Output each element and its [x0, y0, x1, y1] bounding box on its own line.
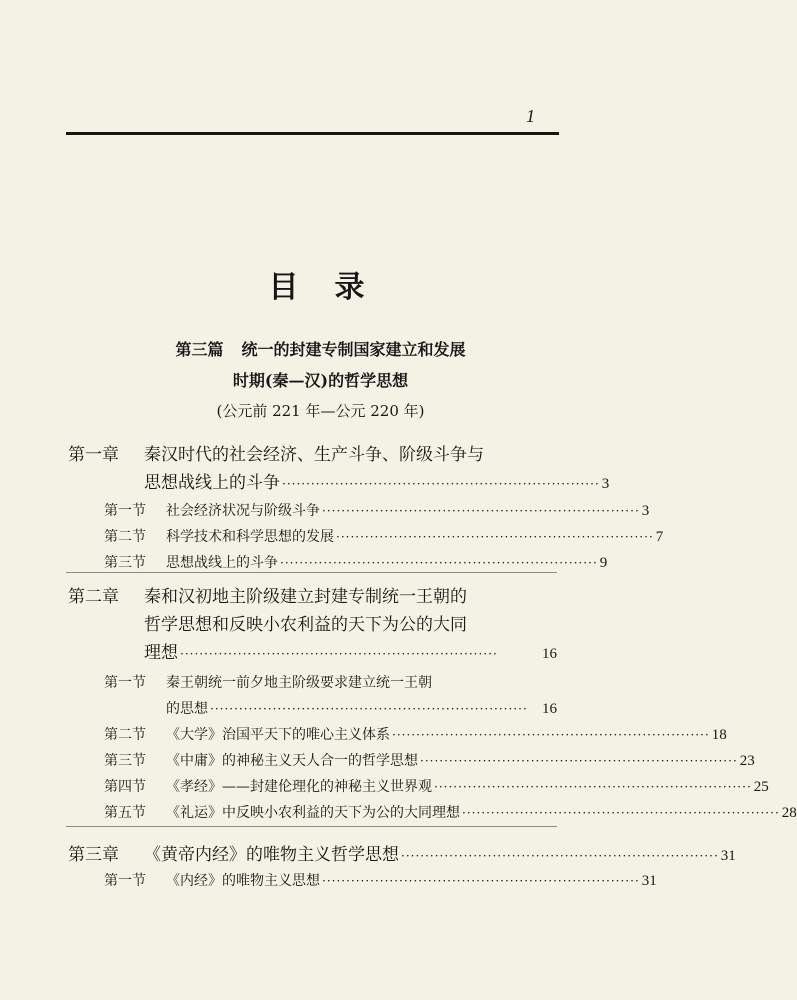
page-ref: 3 — [641, 503, 650, 519]
section-entry[interactable] — [104, 552, 608, 572]
page-ref: 31 — [641, 873, 657, 889]
leader-dots: ·································································· — [282, 477, 600, 491]
leader-dots: ·································································· — [180, 647, 498, 661]
section-title-cont: 的思想 — [166, 701, 208, 717]
page-ref: 16 — [542, 646, 557, 662]
leader-dots: ·································································· — [401, 849, 719, 863]
chapter-title-cont: 思想战线上的斗争 — [144, 473, 280, 493]
section-label: 第四节 — [104, 779, 146, 795]
leader-dots: ·································································· — [336, 530, 654, 544]
section-title: 《内经》的唯物主义思想 — [166, 873, 320, 889]
section-title: 思想战线上的斗争 — [166, 555, 278, 571]
chapter-label: 第三章 — [68, 845, 119, 865]
section-label: 第一节 — [104, 675, 146, 691]
leader-dots: ·································································· — [210, 702, 528, 716]
section-label: 第一节 — [104, 873, 146, 889]
chapter-title: 《黄帝内经》的唯物主义哲学思想 — [144, 845, 399, 865]
part-label: 第三篇 — [175, 340, 224, 359]
leader-dots: ·································································· — [280, 556, 598, 570]
section-title: 科学技术和科学思想的发展 — [166, 529, 334, 545]
section-label: 第五节 — [104, 805, 146, 821]
chapter-title: 秦汉时代的社会经济、生产斗争、阶级斗争与 — [144, 445, 484, 465]
section-title: 社会经济状况与阶级斗争 — [166, 503, 320, 519]
part-title-line1: 统一的封建专制国家建立和发展 — [241, 340, 466, 359]
section-entry[interactable] — [104, 870, 657, 890]
page-ref: 23 — [739, 753, 755, 769]
chapter-label: 第一章 — [68, 445, 119, 465]
leader-dots: ·································································· — [392, 728, 710, 742]
section-label: 第三节 — [104, 555, 146, 571]
section-entry[interactable] — [104, 724, 727, 744]
page-ref: 9 — [599, 555, 608, 571]
part-title-line2: 时期(秦—汉)的哲学思想 — [232, 371, 409, 390]
toc-title: 目录 — [268, 270, 401, 305]
leader-dots: ·································································· — [462, 806, 780, 820]
section-title: 《中庸》的神秘主义天人合一的哲学思想 — [166, 753, 418, 769]
part-date-range: (公元前 221 年—公元 220 年) — [216, 402, 425, 420]
section-entry[interactable] — [104, 500, 650, 520]
section-entry[interactable] — [104, 802, 797, 822]
section-title: 《孝经》——封建伦理化的神秘主义世界观 — [166, 779, 432, 795]
chapter-title-last-line — [144, 468, 610, 493]
section-title: 秦王朝统一前夕地主阶级要求建立统一王朝 — [166, 675, 432, 691]
leader-dots: ·································································· — [322, 504, 640, 518]
section-label: 第一节 — [104, 503, 146, 519]
chapter-entry[interactable] — [68, 840, 736, 865]
section-label: 第二节 — [104, 529, 146, 545]
section-title: 《礼运》中反映小农利益的天下为公的大同理想 — [166, 805, 460, 821]
chapter-title-last-line — [144, 638, 557, 663]
chapter-title: 秦和汉初地主阶级建立封建专制统一王朝的 — [144, 587, 467, 607]
divider — [66, 572, 557, 573]
page-ref: 25 — [753, 779, 769, 795]
page-number: 1 — [526, 106, 535, 126]
section-entry[interactable] — [104, 750, 755, 770]
section-label: 第三节 — [104, 753, 146, 769]
page-ref: 28 — [781, 805, 797, 821]
chapter-title-cont: 理想 — [144, 643, 178, 663]
header-rule — [66, 132, 559, 135]
divider — [66, 826, 557, 827]
chapter-label: 第二章 — [68, 587, 119, 607]
leader-dots: ·································································· — [420, 754, 738, 768]
section-entry[interactable] — [104, 776, 769, 796]
page-ref: 16 — [542, 701, 557, 717]
section-title: 《大学》治国平天下的唯心主义体系 — [166, 727, 390, 743]
leader-dots: ·································································· — [322, 874, 640, 888]
page-ref: 3 — [601, 476, 610, 492]
part-heading — [0, 336, 641, 364]
section-label: 第二节 — [104, 727, 146, 743]
section-title-last-line — [166, 698, 557, 718]
page-ref: 31 — [720, 848, 736, 864]
page-ref: 18 — [711, 727, 727, 743]
chapter-title-cont: 哲学思想和反映小农利益的天下为公的大同 — [144, 615, 467, 635]
leader-dots: ·································································· — [434, 780, 752, 794]
page-ref: 7 — [655, 529, 664, 545]
section-entry[interactable] — [104, 526, 664, 546]
